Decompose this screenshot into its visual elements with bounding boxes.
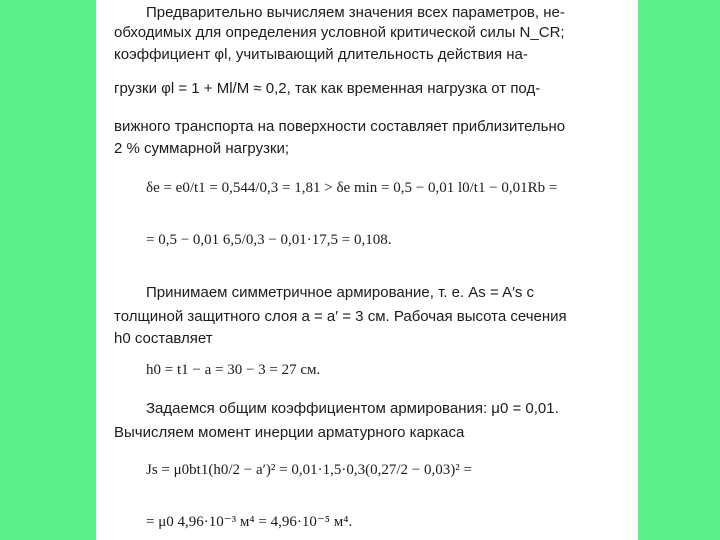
paragraph2-line1: Принимаем симметричное армирование, т. е. As = A′s с xyxy=(146,284,535,301)
paragraph2-line3: h0 составляет xyxy=(114,330,213,347)
formula-h0: h0 = t1 − a = 30 − 3 = 27 см. xyxy=(146,362,321,378)
paragraph2-line2: толщиной защитного слоя a = a′ = 3 см. Рабочая высота сечения xyxy=(114,308,567,325)
formula-delta-line2: = 0,5 − 0,01 6,5/0,3 − 0,01·17,5 = 0,108. xyxy=(146,232,392,248)
formula-js-line1: Js = μ0bt1(h0/2 − a′)² = 0,01·1,5·0,3(0,27/2 − 0,03)² = xyxy=(146,462,472,478)
formula-js-line2: = μ0 4,96·10⁻³ м⁴ = 4,96·10⁻⁵ м⁴. xyxy=(146,514,353,530)
formula-delta-line1: δe = e0/t1 = 0,544/0,3 = 1,81 > δe min = 0,5 − 0,01 l0/t1 − 0,01Rb = xyxy=(146,180,558,196)
document-page xyxy=(96,0,638,540)
paragraph1-line3: коэффициент φl, учитывающий длительность действия на- xyxy=(114,46,528,63)
paragraph3-line1: Задаемся общим коэффициентом армирования: μ0 = 0,01. xyxy=(146,400,559,417)
paragraph3-line2: Вычисляем момент инерции арматурного каркаса xyxy=(114,424,465,441)
paragraph1-line1: Предварительно вычисляем значения всех параметров, не- xyxy=(146,4,565,21)
paragraph1-line5: вижного транспорта на поверхности составляет приблизительно xyxy=(114,118,566,135)
paragraph1-line4: грузки φl = 1 + Ml/M ≈ 0,2, так как временная нагрузка от под- xyxy=(114,80,541,97)
paragraph1-line2: обходимых для определения условной критической силы N_CR; xyxy=(114,24,565,41)
paragraph1-line6: 2 % суммарной нагрузки; xyxy=(114,140,290,157)
